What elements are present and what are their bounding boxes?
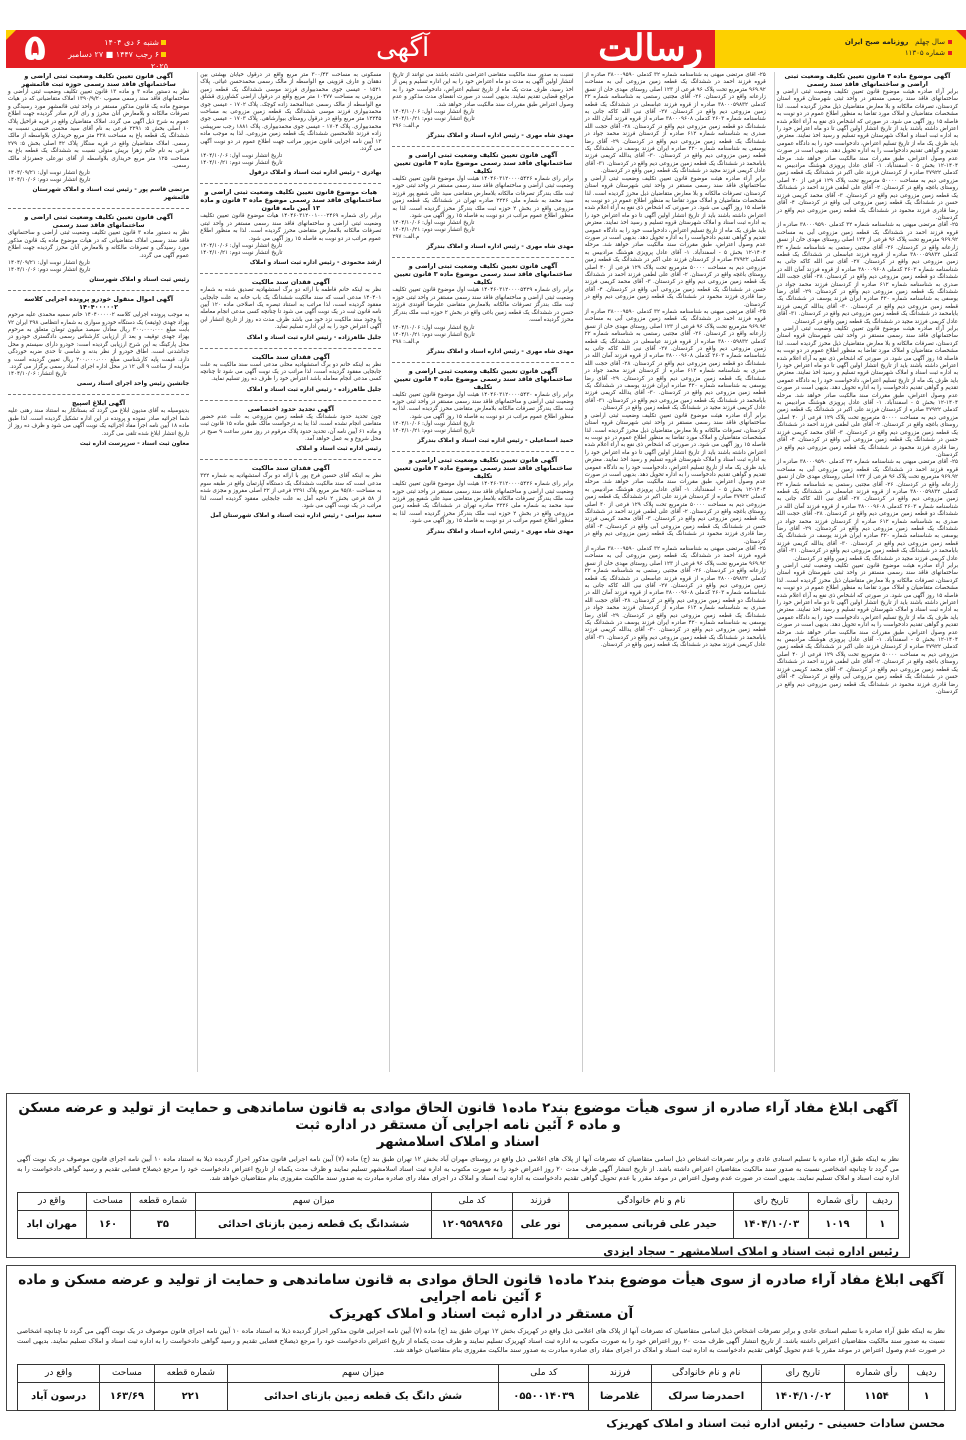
publish-date: تاریخ انتشار: ۱۴۰۴/۱۰/۰۶ (7, 371, 67, 378)
divider (200, 183, 381, 184)
cell-ruling-date: ۱۴۰۴/۱۰/۰۳ (734, 1210, 809, 1238)
divider (200, 459, 381, 460)
ad-heading: آگهی قانون تعیین تکلیف وضعیت ثبتی اراضی و ساختمانهای فاقد سند رسمی موضوع ماده ۳ قانون تعیین تکلیف (393, 151, 573, 176)
col-ruling-no: رأی شماره (845, 1364, 909, 1382)
ad-body-continued: ۲۵- آقای مرتضی میهنی به شناسنامه شماره ۳۲ کدملی ۳۸۰۰۰۹۵۹۰ صادره از قروه فرزند احمد در ششدانگ یک قطعه زمین مزروعی آبی به مساحت ۹۶۹.۹۲ مترمربع تحت پلاک ۹۶ فرعی از ۱۲۳ اصلی روستای مهدی خان از نسق زارعانه واقع در کردستان. ۲۶- آقای مجتبی رستمی به شناسنامه شماره ۲۲ کدملی ۳۸۰۰۰۵۹۸۳۲ صادره از قروه فرزند عباسعلی در ششدانگ یک قطعه زمین مزروعی دیم واقع در کردستان. ۲۷- آقای نبی الله کاکه جانی به شناسنامه شماره ۲۶۰۳ کدملی ۳۸۰۰۰۹۶۰۸ صادره از قروه فرزند آمان الله در ششدانگ دو قطعه زمین مزروعی دیم واقع در کردستان. ۲۸- آقای حجت الله صدری به شناسنامه شماره ۶۱۲ صادره از کردستان فرزند محمد جواد در ششدانگ یک قطعه زمین مزروعی دیم واقع در کردستان. ۲۹- آقای رضا یوسفی به شناسنامه شماره ۴۲۰ صادره ایران فرزند یوسف در ششدانگ یک قطعه زمین مزروعی دیم واقع در کردستان. ۳۰- آقای یدالله کریمی فرزند بابامحمد در ششدانگ یک قطعه زمین مزروعی دیم واقع در کردستان. ۳۱- آقای عادل کریمی فرزند مجید در ششدانگ یک قطعه زمین واقع در کردستان. (776, 459, 959, 562)
notice-title: آگهی ابلاغ مفاد آراء صادره از سوی هیأت موضوع بند۲ ماده۱ قانون الحاق موادی به قانون ساماندهی و حمایت از تولید و عرضه مسکن و ماده ۶ آئین نامه اجرایی آن مستقر در اداره ثبت (18, 1100, 898, 1133)
ad-heading: آگهی قانون تعیین تکلیف وضعیت ثبتی اراضی و ساختمانهای فاقد سند رسمی (24, 213, 173, 230)
ad-heading: آگهی قانون تعیین تکلیف وضعیت ثبتی اراضی و ساختمانهای فاقد سند رسمی موضوع ماده ۳ قانون تعیین تکلیف (393, 366, 573, 391)
col-ruling-date: تاریخ رای (761, 1364, 845, 1382)
column-5 (6, 72, 191, 1072)
ad-heading: آگهی قانون تعیین تکلیف وضعیت ثبتی اراضی و ساختمانهای فاقد سند رسمی موضوع ماده ۳ قانون تعیین تکلیف (393, 262, 573, 287)
publish-date-1: تاریخ انتشار نوبت اول: ۱۴۰۴/۰۹/۲۱ (7, 170, 90, 177)
table-row (18, 1210, 899, 1238)
publish-date-1: تاریخ انتشار نوبت اول: ۱۴۰۴/۱۰/۰۶ (392, 324, 475, 331)
divider (392, 257, 573, 258)
ad-signature: مرتضی قاسم پور - رئیس ثبت اسناد و املاک شهرستان قائمشهر (32, 187, 190, 202)
ad-body: نظر به دستور ماده ۳ و ماده ۱۳ قانون تعیین تکلیف وضعیت ثبتی اراضی و ساختمانهای فاقد سند رسمی مصوب ۱۳۹۰/۹/۲۰ املاک متقاضیانی که در هیات موضوع ماده یک قانون مذکور مستقر در واحد ثبتی قائمشهر مورد رسیدگی و تصرفات مالکانه و بلامعارض آنان محرز و رای لازم صادر گردیده جهت اطلاع عموم به شرح ذیل آگهی می گردد. املاک متقاضیان واقع در قریه قراخیل پلاک ۱۰ اصلی بخش ۵: ۲۲۹۱ فرعی به نام آقای سید محسن حسینی نسبت به ششدانگ یک قطعه باغ به مساحت ۲۲۸ متر مربع خریداری بلاواسطه از مالک رسمی. املاک متقاضیان واقع در قریه سنگار پلاک ۴۲ اصلی بخش ۵: ۲۷۹ فرعی به نام خانم زهرا بریش متولی نسبت به ششدانگ یک قطعه باغ به مساحت ۱۲۵ متر مربع خریداری بلاواسطه از آقای نورعلی جعفرنژاد مالک رسمی. (7, 89, 190, 170)
cell-father-name: نور علی (513, 1210, 569, 1238)
ad-signature: معاون ثبت اسناد - سرپرست اداره ثبت (79, 440, 190, 447)
ad-heading: هیات موضوع قانون تعیین تکلیف وضعیت ثبتی اراضی و ساختمانهای فاقد سند رسمی موضوع ماده ۳ قانون و ماده ۱۳ آیین نامه قانون (200, 188, 382, 213)
publication-info (845, 37, 952, 59)
notice-ad (8, 213, 189, 284)
publish-date-1: تاریخ انتشار نوبت اول: ۱۴۰۴/۱۰/۰۶ (200, 243, 283, 250)
ad-signature: سعید بیرامی - رئیس اداره ثبت اسناد و املاک شهرستان آمل (210, 513, 382, 520)
ad-heading: آگهی فقدان سند مالکیت (251, 464, 330, 473)
date-hijri-gregorian: ۶ رجب ۱۴۴۷ ■ ۲۷ دسامبر ۲۰۲۵ (68, 50, 168, 71)
notice-ad (200, 188, 381, 267)
column-4 (197, 72, 383, 1072)
cell-location: مهران اباد (18, 1210, 87, 1238)
notice-box-kahrizak (6, 1265, 956, 1430)
table-row (18, 1382, 945, 1410)
issue-label: شماره ۱۱۳۰۵ (904, 49, 945, 57)
masthead (6, 27, 966, 71)
cell-national-id: ۰۵۵۰۰۱۴۰۳۹ (499, 1382, 589, 1410)
table-header-row (18, 1192, 899, 1210)
ad-signature: جانشین رئیس واحد اجرای اسناد رسمی (76, 381, 190, 388)
bullet-icon (948, 40, 952, 44)
ad-body: برابر آراء صادره هیئت موضوع قانون تعیین تکلیف وضعیت ثبتی اراضی و ساختمانهای فاقد سند رسمی مستقر در واحد ثبتی شهرستان قروه استان کردستان، تصرفات مالکانه و بلا معارض متقاضیان ذیل محرز گردیده است. لذا مشخصات متقاضیان و املاک مورد تقاضا به منظور اطلاع عموم در دو نوبت به فاصله ۱۵ روز آگهی می شود. در صورتی که اشخاص ذی نفع به آراء اعلام شده اعتراض داشته باشند باید از تاریخ انتشار اولین آگهی تا دو ماه اعتراض خود را به اداره ثبت اسناد و املاک شهرستان قروه تسلیم و رسید اخذ نمایند. معترض باید ظرف یک ماه از تاریخ تسلیم اعتراض، دادخواست خود را به دادگاه عمومی تقدیم و گواهی تقدیم دادخواست را به اداره تحویل دهد. بدیهی است در صورت عدم وصول اعتراض، طبق مقررات سند مالکیت صادر خواهد شد. مرحله ۱۴۰۴-۱۲ بخش ۵ - اسفندآباد. ۱- آقای عادل پرویزی هوشنگ مرادبیس به کدملی ۳۷۹۲۲ صادره از کردستان فرزند علی اکبر در ششدانگ یک قطعه زمین مزروعی دیم به مساحت ۵۰۰۰۰ مترمربع تحت پلاک ۱۲۹ فرعی از ۴۰ اصلی روستای باغچه واقع در کردستان. ۲- آقای علی لطفی فرزند احمد در ششدانگ یک قطعه زمین مزروعی دیم واقع در کردستان. ۳- آقای محمد کریمی فرزند حسن در ششدانگ یک قطعه زمین مزروعی آبی واقع در کردستان. ۴- آقای رضا قادری فرزند محمود در ششدانگ یک قطعه زمین مزروعی دیم واقع در کردستان. (776, 89, 959, 221)
notice-ad (8, 295, 189, 388)
notice-title-line-2: اسناد و املاک اسلامشهر (376, 1134, 540, 1150)
ref-number: م.الف: ۲۹۷ (392, 234, 420, 241)
bullet-square-icon (161, 52, 166, 57)
divider (200, 273, 381, 274)
ad-signature: رئیس ثبت اسناد و املاک شهرستان (89, 277, 190, 284)
ad-body-continued: برابر آراء صادره هیئت موضوع قانون تعیین تکلیف وضعیت ثبتی اراضی و ساختمانهای فاقد سند رسمی مستقر در واحد ثبتی شهرستان قروه استان کردستان، تصرفات مالکانه و بلا معارض متقاضیان ذیل محرز گردیده است. لذا مشخصات متقاضیان و املاک مورد تقاضا به منظور اطلاع عموم در دو نوبت به فاصله ۱۵ روز آگهی می شود. در صورتی که اشخاص ذی نفع به آراء اعلام شده اعتراض داشته باشند باید از تاریخ انتشار اولین آگهی تا دو ماه اعتراض خود را به اداره ثبت اسناد و املاک شهرستان قروه تسلیم و رسید اخذ نمایند. معترض باید ظرف یک ماه از تاریخ تسلیم اعتراض، دادخواست خود را به دادگاه عمومی تقدیم و گواهی تقدیم دادخواست را به اداره تحویل دهد. بدیهی است در صورت عدم وصول اعتراض، طبق مقررات سند مالکیت صادر خواهد شد. مرحله ۱۴۰۴-۱۲ بخش ۵ - اسفندآباد. ۱- آقای عادل پرویزی هوشنگ مرادبیس به کدملی ۳۷۹۲۲ صادره از کردستان فرزند علی اکبر در ششدانگ یک قطعه زمین مزروعی دیم به مساحت ۵۰۰۰۰ مترمربع تحت پلاک ۱۲۹ فرعی از ۴۰ اصلی روستای باغچه واقع در کردستان. ۲- آقای علی لطفی فرزند احمد در ششدانگ یک قطعه زمین مزروعی دیم واقع در کردستان. ۳- آقای محمد کریمی فرزند حسن در ششدانگ یک قطعه زمین مزروعی آبی واقع در کردستان. ۴- آقای رضا قادری فرزند محمود در ششدانگ یک قطعه زمین مزروعی دیم واقع در کردستان. (584, 412, 766, 545)
cell-full-name: حیدر علی قربانی سمیرمی (569, 1210, 734, 1238)
ad-heading: آگهی فقدان سند مالکیت (251, 278, 330, 287)
ad-signature: مهدی شاه مهری - رئیس اداره اسناد و املاک بندرگز (426, 348, 574, 355)
cell-row-no: ۱ (866, 1210, 898, 1238)
notice-ad (777, 72, 958, 696)
ad-heading: آگهی قانون تعیین تکلیف وضعیت ثبتی اراضی و ساختمانهای فاقد سند رسمی موضوع ماده ۳ قانون تعیین تکلیف (393, 456, 573, 481)
ad-signature: جلیل طاهرزاده - رئیس اداره ثبت اسناد و املاک (246, 334, 382, 341)
date-persian: شنبه ۶ دی ۱۴۰۴ (104, 38, 159, 47)
publish-date-1: تاریخ انتشار نوبت اول: ۱۴۰۴/۱۰/۰۶ (392, 421, 475, 428)
notice-ad (392, 456, 573, 535)
bullet-icon (948, 51, 952, 55)
notice-body: نظر به اینکه طبق آراء صادره با تسلیم اسنادی عادی و برابر تصرفات اشخاص ذیل اسامی متقاضیان که تصرفات آنها از پلاک های اعلامی ذیل واقع در کهریزک بخش ۱۲ تهران طبق بند (ج) ماده (۷) آیین نامه اجرایی قانون مذکور احراز گردیده ذیلا به استناد ماده ۱۰ آیین نامه اجرای قانون موصوف در یک نوبت آگهی می گردد تا چنانچه اشخاصی نسبت به صدور سند مالکیت متقاضیان اعتراض داشته باشد. از تاریخ انتشار آگهی ظرف مدت ۲۰ روز اعتراض خود را به صورت مکتوب به اداره ثبت اسناد کهریزک تسلیم نمایند و ظرف مدت یکماه از تاریخ اعتراض دادخواست خود را مرجع ذیصلاح قضایی تقدیم و رسید گواهی دادخواست را به اداره ثبت اسناد و املاک تسلیم نمایند. بدیهی است در صورت عدم وصول اعتراض در موعد مقرر یا عدم تحویل گواهی تقدیم دادخواست به اداره ثبت اسناد و املاک در اجرای مفاد رای صادره مبادرت به صدور سند مالکیت مفروزی بنام متقاضیان خواهد شد. (17, 1327, 945, 1354)
publish-date-2: تاریخ انتشار نوبت دوم: ۱۴۰۴/۱۰/۰۶ (7, 177, 91, 184)
cell-plot-no: ۲۲۱ (154, 1382, 227, 1410)
col-share: میزان سهم (227, 1364, 498, 1382)
ad-body-continued: ۲۵- آقای مرتضی میهنی به شناسنامه شماره ۳۲ کدملی ۳۸۰۰۰۹۵۹۰ صادره از قروه فرزند احمد در ششدانگ یک قطعه زمین مزروعی آبی به مساحت ۹۶۹.۹۲ مترمربع تحت پلاک ۹۶ فرعی از ۱۲۳ اصلی روستای مهدی خان از نسق زارعانه واقع در کردستان. ۲۶- آقای مجتبی رستمی به شناسنامه شماره ۲۲ کدملی ۳۸۰۰۰۵۹۸۳۲ صادره از قروه فرزند عباسعلی در ششدانگ یک قطعه زمین مزروعی دیم واقع در کردستان. ۲۷- آقای نبی الله کاکه جانی به شناسنامه شماره ۲۶۰۳ کدملی ۳۸۰۰۰۹۶۰۸ صادره از قروه فرزند آمان الله در ششدانگ دو قطعه زمین مزروعی دیم واقع در کردستان. ۲۸- آقای حجت الله صدری به شناسنامه شماره ۶۱۲ صادره از کردستان فرزند محمد جواد در ششدانگ یک قطعه زمین مزروعی دیم واقع در کردستان. ۲۹- آقای رضا یوسفی به شناسنامه شماره ۴۲۰ صادره ایران فرزند یوسف در ششدانگ یک قطعه زمین مزروعی دیم واقع در کردستان. ۳۰- آقای یدالله کریمی فرزند بابامحمد در ششدانگ یک قطعه زمین مزروعی دیم واقع در کردستان. ۳۱- آقای عادل کریمی فرزند مجید در ششدانگ یک قطعه زمین واقع در کردستان. (776, 222, 959, 325)
publish-date-2: تاریخ انتشار نوبت دوم: ۱۴۰۴/۱۰/۰۶ (7, 267, 91, 274)
notice-ad (392, 72, 573, 140)
col-plot-no: شماره قطعه (130, 1192, 196, 1210)
date-block (58, 37, 168, 73)
col-father-name: فرزند (513, 1192, 569, 1210)
col-area: مساحت (100, 1364, 154, 1382)
year-label: سال چهلم (915, 38, 945, 46)
bullet-square-icon (161, 40, 166, 45)
ad-signature: بهادری - رئیس اداره ثبت اسناد و املاک درقول (249, 170, 382, 177)
rulings-table (17, 1192, 899, 1239)
ad-heading: آگهی قانون تعیین تکلیف وضعیت ثبتی اراضی و ساختمانهای فاقد سند رسمی حوزه ثبت قائمشهر (21, 72, 176, 88)
ref-number: م.الف: ۲۹۸ (392, 338, 420, 345)
ad-body: نظر به اینکه خانم فاطمه با ارائه دو برگ استشهادیه تصدیق شده به شماره ۱۴۰۴۰۱ مدعی است که سند مالکیت ششدانگ یک باب خانه به علت جابجایی مفقود گردیده است، لذا مراتب به استناد تبصره یک اصلاحی ماده ۱۲۰ آیین نامه قانون ثبت در یک نوبت آگهی می شود تا چنانچه کسی مدعی انجام معامله یا وجود سند مالکیت نزد خود می باشد ظرف مدت ده روز از تاریخ انتشار این آگهی اعتراض خود را به این اداره تسلیم نماید. (200, 287, 382, 331)
cell-plot-no: ۳۵ (130, 1210, 196, 1238)
col-national-id: کد ملی (499, 1364, 589, 1382)
ad-body-continued: برابر آراء صادره هیئت موضوع قانون تعیین تکلیف وضعیت ثبتی اراضی و ساختمانهای فاقد سند رسمی مستقر در واحد ثبتی شهرستان قروه استان کردستان، تصرفات مالکانه و بلا معارض متقاضیان ذیل محرز گردیده است. لذا مشخصات متقاضیان و املاک مورد تقاضا به منظور اطلاع عموم در دو نوبت به فاصله ۱۵ روز آگهی می شود. در صورتی که اشخاص ذی نفع به آراء اعلام شده اعتراض داشته باشند باید از تاریخ انتشار اولین آگهی تا دو ماه اعتراض خود را به اداره ثبت اسناد و املاک شهرستان قروه تسلیم و رسید اخذ نمایند. معترض باید ظرف یک ماه از تاریخ تسلیم اعتراض، دادخواست خود را به دادگاه عمومی تقدیم و گواهی تقدیم دادخواست را به اداره تحویل دهد. بدیهی است در صورت عدم وصول اعتراض، طبق مقررات سند مالکیت صادر خواهد شد. مرحله ۱۴۰۴-۱۲ بخش ۵ - اسفندآباد. ۱- آقای عادل پرویزی هوشنگ مرادبیس به کدملی ۳۷۹۲۲ صادره از کردستان فرزند علی اکبر در ششدانگ یک قطعه زمین مزروعی دیم به مساحت ۵۰۰۰۰ مترمربع تحت پلاک ۱۲۹ فرعی از ۴۰ اصلی روستای باغچه واقع در کردستان. ۲- آقای علی لطفی فرزند احمد در ششدانگ یک قطعه زمین مزروعی دیم واقع در کردستان. ۳- آقای محمد کریمی فرزند حسن در ششدانگ یک قطعه زمین مزروعی آبی واقع در کردستان. ۴- آقای رضا قادری فرزند محمود در ششدانگ یک قطعه زمین مزروعی دیم واقع در کردستان. (776, 326, 959, 458)
notice-ad (392, 262, 573, 355)
publish-date-2: تاریخ انتشار نوبت دوم: ۱۴۰۴/۱۰/۲۱ (392, 331, 475, 338)
divider (200, 400, 381, 401)
col-location: واقع در (18, 1364, 100, 1382)
col-area: مساحت (86, 1192, 130, 1210)
ad-heading: آگهی اموال منقول خودرو پرونده اجرایی کلاسه ۱۴۰۴۰۰۰۰۰۲ (24, 295, 174, 312)
ad-body-continued: برابر آراء صادره هیئت موضوع قانون تعیین تکلیف وضعیت ثبتی اراضی و ساختمانهای فاقد سند رسمی مستقر در واحد ثبتی شهرستان قروه استان کردستان، تصرفات مالکانه و بلا معارض متقاضیان ذیل محرز گردیده است. لذا مشخصات متقاضیان و املاک مورد تقاضا به منظور اطلاع عموم در دو نوبت به فاصله ۱۵ روز آگهی می شود. در صورتی که اشخاص ذی نفع به آراء اعلام شده اعتراض داشته باشند باید از تاریخ انتشار اولین آگهی تا دو ماه اعتراض خود را به اداره ثبت اسناد و املاک شهرستان قروه تسلیم و رسید اخذ نمایند. معترض باید ظرف یک ماه از تاریخ تسلیم اعتراض، دادخواست خود را به دادگاه عمومی تقدیم و گواهی تقدیم دادخواست را به اداره تحویل دهد. بدیهی است در صورت عدم وصول اعتراض، طبق مقررات سند مالکیت صادر خواهد شد. مرحله ۱۴۰۴-۱۲ بخش ۵ - اسفندآباد. ۱- آقای عادل پرویزی هوشنگ مرادبیس به کدملی ۳۷۹۲۲ صادره از کردستان فرزند علی اکبر در ششدانگ یک قطعه زمین مزروعی دیم به مساحت ۵۰۰۰۰ مترمربع تحت پلاک ۱۲۹ فرعی از ۴۰ اصلی روستای باغچه واقع در کردستان. ۲- آقای علی لطفی فرزند احمد در ششدانگ یک قطعه زمین مزروعی دیم واقع در کردستان. ۳- آقای محمد کریمی فرزند حسن در ششدانگ یک قطعه زمین مزروعی آبی واقع در کردستان. ۴- آقای رضا قادری فرزند محمود در ششدانگ یک قطعه زمین مزروعی دیم واقع در کردستان. (584, 175, 766, 308)
col-row-no: ردیف (909, 1364, 945, 1382)
ad-body: مسکونی به مساحت ۳۰۰/۴۳ متر مربع واقع در درقول خیابان بهشتی بین دهقان و عارف قزوینی مع الواسطه از مالک رسمی محمدحسن غیاثی. پلاک ۱۵۲۱ - عیسی جوی محمدبیواری فرزند موسی ششدانگ یک قطعه زمین مزروعی به مساحت ۱۰۴۷۷ متر مربع واقع در درقول اراضی کشاورزی قشلق مع الواسطه از مالک رسمی عبدالمحمد زاده کوچک. پلاک ۱۷۰۲ - عیسی جوی محمدبیواری فرزند موسی ششدانگ یک قطعه زمین مزروعی به مساحت ۱۲۲۴۵ متر مربع واقع در درقول روستای بیوارشاهی. پلاک ۱۷۰۳ - عیسی جوی محمدبیواری. پلاک ۱۷۰۴ - عیسی جوی محمدبیواری. پلاک ۱۸۸۱ رجب سرپیشی زاده فرزند غلامحسین ششدانگ یک قطعه زمین مزروعی. لذا به موجب ماده ۱۳ آیین نامه اجرایی قانون مزبور مراتب جهت اطلاع عموم در دو نوبت آگهی می گردد. (200, 72, 382, 153)
ad-body: نسبت به صدور سند مالکیت متقاضی اعتراضی داشته باشند می توانند از تاریخ انتشار اولین آگهی به مدت دو ماه اعتراض خود را به این اداره تسلیم و پس از اخذ رسید، ظرف مدت یک ماه از تاریخ تسلیم اعتراض، دادخواست خود را به مراجع قضایی تقدیم نمایند. بدیهی است در صورت انقضای مدت مذکور و عدم وصول اعتراض طبق مقررات سند مالکیت صادر خواهد شد. (392, 72, 574, 108)
notice-ad (200, 72, 381, 177)
ad-signature: مهدی شاه مهری - رئیس اداره اسناد و املاک بندرگز (426, 244, 574, 251)
cell-ruling-no: ۱۰۱۹ (809, 1210, 866, 1238)
cell-location: درسون آباد (18, 1382, 100, 1410)
ad-body: برابر رای شماره ۱۴۰۴۶۰۳۱۲۰۰۰۰۵۴۳۰ هیئت اول موضوع قانون تعیین تکلیف وضعیت ثبتی اراضی و ساختمانهای فاقد سند رسمی مستقر در واحد ثبتی حوزه ثبت ملک بندرگز تصرفات مالکانه بلامعارض متقاضی محرز گردیده است. لذا به منظور اطلاع عموم مراتب در دو نوبت به فاصله ۱۵ روز آگهی می شود. (392, 391, 574, 420)
ad-heading: آگهی موضوع ماده ۳ قانون تعیین تکلیف وضعیت ثبتی اراضی و ساختمانهای فاقد سند رسمی (784, 72, 951, 88)
ad-signature: جلیل طاهرزاده - رئیس اداره ثبت اسناد و املاک (246, 386, 382, 393)
publish-date-2: تاریخ انتشار نوبت دوم: ۱۴۰۴/۱۰/۲۱ (392, 428, 475, 435)
ad-body: نظر به اینکه آقای حسین فرج پور با ارائه دو برگ استشهادیه به شماره ۳۲۲ مدعی است که سند مالکیت ششدانگ یک دستگاه آپارتمان واقع در طبقه سوم به مساحت ۹۵/۸۰ متر مربع پلاک ۲۳۹۱ فرعی از ۲۲ اصلی مفروز و مجزی شده از ۵۸ فرعی بخش ۲ ناحیه آمل به علت جابجایی مفقود گردیده است، لذا مراتب در یک نوبت آگهی می شود. (200, 473, 382, 509)
ad-body: برابر رای شماره ۱۴۰۴۶۰۳۱۲۰۰۰۰۵۴۲۶ هیئت اول موضوع قانون تعیین تکلیف وضعیت ثبتی اراضی و ساختمانهای فاقد سند رسمی مستقر در واحد ثبتی حوزه ثبت ملک بندرگز تصرفات مالکانه بلامعارض متقاضی سید علی شفیع پور فرزند سید محمد به شماره ملی ۲۲۲۶ صادره تهران در ششدانگ یک قطعه زمین مزروعی واقع در بخش ۲ حوزه ثبت ملک بندرگز محرز گردیده است. لذا به منظور اطلاع عموم مراتب در دو نوبت به فاصله ۱۵ روز آگهی می شود. (392, 176, 574, 220)
publish-date-2: تاریخ انتشار نوبت دوم: ۱۴۰۴/۱۰/۲۱ (200, 160, 283, 167)
notice-title: آگهی ابلاغ مفاد آراء صادره از سوی هیأت موضوع بند۲ ماده۱ قانون الحاق موادی به قانون ساماندهی و حمایت از تولید و عرضه مسکن و ماده ۶ آئین نامه اجرایی (18, 1272, 944, 1305)
col-ruling-no: رأی شماره (809, 1192, 866, 1210)
ad-body: برابر رای شماره ۱۴۰۴۶۰۳۱۲۰۰۰۰۵۴۲۶ هیئت اول موضوع قانون تعیین تکلیف وضعیت ثبتی اراضی و ساختمانهای فاقد سند رسمی مستقر در واحد ثبتی حوزه ثبت ملک بندرگز تصرفات مالکانه بلامعارض متقاضی سید علی شفیع پور فرزند سید محمد به شماره ملی ۲۲۲۶ صادره تهران در ششدانگ یک قطعه زمین مزروعی واقع در بخش ۲ حوزه ثبت ملک بندرگز محرز گردیده است. لذا به منظور اطلاع عموم مراتب در دو نوبت به فاصله ۱۵ روز آگهی می شود. (392, 481, 574, 525)
ad-body-continued: ۲۵- آقای مرتضی میهنی به شناسنامه شماره ۳۲ کدملی ۳۸۰۰۰۹۵۹۰ صادره از قروه فرزند احمد در ششدانگ یک قطعه زمین مزروعی آبی به مساحت ۹۶۹.۹۲ مترمربع تحت پلاک ۹۶ فرعی از ۱۲۳ اصلی روستای مهدی خان از نسق زارعانه واقع در کردستان. ۲۶- آقای مجتبی رستمی به شناسنامه شماره ۲۲ کدملی ۳۸۰۰۰۵۹۸۳۲ صادره از قروه فرزند عباسعلی در ششدانگ یک قطعه زمین مزروعی دیم واقع در کردستان. ۲۷- آقای نبی الله کاکه جانی به شناسنامه شماره ۲۶۰۳ کدملی ۳۸۰۰۰۹۶۰۸ صادره از قروه فرزند آمان الله در ششدانگ دو قطعه زمین مزروعی دیم واقع در کردستان. ۲۸- آقای حجت الله صدری به شناسنامه شماره ۶۱۲ صادره از کردستان فرزند محمد جواد در ششدانگ یک قطعه زمین مزروعی دیم واقع در کردستان. ۲۹- آقای رضا یوسفی به شناسنامه شماره ۴۲۰ صادره ایران فرزند یوسف در ششدانگ یک قطعه زمین مزروعی دیم واقع در کردستان. ۳۰- آقای یدالله کریمی فرزند بابامحمد در ششدانگ یک قطعه زمین مزروعی دیم واقع در کردستان. ۳۱- آقای عادل کریمی فرزند مجید در ششدانگ یک قطعه زمین واقع در کردستان. (584, 309, 766, 412)
ad-body: چون تحدید حدود ششدانگ یک قطعه زمین مزروعی به علت عدم حضور متقاضی انجام نشده است، لذا بنا به درخواست مالک طبق ماده ۱۵ قانون ثبت و ماده ۶۱ آیین نامه آن، تحدید حدود پلاک مرقوم در روز مقرر ساعت ۹ صبح در محل شروع و به عمل خواهد آمد. (200, 413, 382, 442)
publish-date-2: تاریخ انتشار نوبت دوم: ۱۴۰۴/۱۰/۲۱ (200, 250, 283, 257)
publish-date-1: تاریخ انتشار نوبت اول: ۱۴۰۴/۱۰/۰۶ (392, 109, 475, 116)
notice-ad (200, 405, 381, 454)
ad-body: برابر رای شماره ۱۴۰۴۶۰۳۱۲۰۰۰۰۵۴۲۹ هیئت اول موضوع قانون تعیین تکلیف وضعیت ثبتی اراضی و ساختمانهای فاقد سند رسمی مستقر در واحد ثبتی حوزه ثبت ملک بندرگز تصرفات مالکانه بلامعارض متقاضی علیرضا آقوندی فرزند حسن در ششدانگ یک قطعه زمین باغی واقع در بخش ۲ حوزه ثبت ملک بندرگز محرز گردیده است. (392, 287, 574, 324)
divider (8, 208, 189, 209)
notice-ad (200, 278, 381, 341)
notice-ad (200, 464, 381, 520)
notice-ad (200, 353, 381, 394)
column-1 (774, 72, 960, 1072)
ad-signature: رئیس اداره ثبت اسناد و املاک (296, 446, 382, 453)
publication-label: روزنامه صبح ایران (844, 38, 909, 46)
col-ruling-date: تاریخ رای (734, 1192, 809, 1210)
table-header-row (18, 1364, 945, 1382)
publish-date-2: تاریخ انتشار نوبت دوم: ۱۴۰۴/۱۰/۲۱ (392, 116, 475, 123)
ad-body: برابر رای شماره ۱۴۰۴۶۰۳۱۲۰۰۱۰۰۰۲۴۶۹ هیات موضوع قانون تعیین تکلیف وضعیت ثبتی اراضی و ساختمانهای فاقد سند رسمی مستقر در واحد ثبتی تصرفات مالکانه بلامعارض متقاضی محرز گردیده است. لذا به منظور اطلاع عموم مراتب در دو نوبت به فاصله ۱۵ روز آگهی می شود. (200, 213, 382, 242)
ad-heading: آگهی تجدید حدود اختصاصی (247, 404, 334, 413)
ad-signature: مهدی شاه مهری - رئیس اداره اسناد و املاک بندرگز (426, 133, 574, 140)
ad-heading: آگهی ابلاغ اسپیچ (72, 399, 126, 408)
ad-signature: ارشد محمودی - رئیس اداره ثبت اسناد و املاک (249, 260, 382, 267)
divider (8, 394, 189, 395)
page-number: ۵ (24, 28, 46, 69)
col-share: میزان سهم (196, 1192, 432, 1210)
notice-signature: محسن سادات حسینی - رئیس اداره ثبت اسناد و املاک کهریزک (606, 1416, 945, 1430)
rulings-table (17, 1364, 945, 1411)
ad-body: نظر به اینکه خانم دو برگ استشهادیه محلی مدعی است سند مالکیت به علت جابجایی مفقود گردیده است، لذا مراتب در یک نوبت آگهی می شود تا چنانچه کسی مدعی انجام معامله باشد اعتراض خود را ظرف ده روز تسلیم نماید. (200, 361, 382, 383)
publish-date-2: تاریخ انتشار نوبت دوم: ۱۴۰۴/۱۰/۲۱ (392, 227, 475, 234)
notice-ad (8, 72, 189, 202)
cell-full-name: احمدرضا سرلک (651, 1382, 761, 1410)
cell-area: ۱۶۳/۶۹ (100, 1382, 154, 1410)
ad-body: ۲۵- آقای مرتضی میهنی به شناسنامه شماره ۳۲ کدملی ۳۸۰۰۰۹۵۹۰ صادره از قروه فرزند احمد در ششدانگ یک قطعه زمین مزروعی آبی به مساحت ۹۶۹.۹۲ مترمربع تحت پلاک ۹۶ فرعی از ۱۲۳ اصلی روستای مهدی خان از نسق زارعانه واقع در کردستان. ۲۶- آقای مجتبی رستمی به شناسنامه شماره ۲۲ کدملی ۳۸۰۰۰۵۹۸۳۲ صادره از قروه فرزند عباسعلی در ششدانگ یک قطعه زمین مزروعی دیم واقع در کردستان. ۲۷- آقای نبی الله کاکه جانی به شناسنامه شماره ۲۶۰۳ کدملی ۳۸۰۰۰۹۶۰۸ صادره از قروه فرزند آمان الله در ششدانگ دو قطعه زمین مزروعی دیم واقع در کردستان. ۲۸- آقای حجت الله صدری به شناسنامه شماره ۶۱۲ صادره از کردستان فرزند محمد جواد در ششدانگ یک قطعه زمین مزروعی دیم واقع در کردستان. ۲۹- آقای رضا یوسفی به شناسنامه شماره ۴۲۰ صادره ایران فرزند یوسف در ششدانگ یک قطعه زمین مزروعی دیم واقع در کردستان. ۳۰- آقای یدالله کریمی فرزند بابامحمد در ششدانگ یک قطعه زمین مزروعی دیم واقع در کردستان. ۳۱- آقای عادل کریمی فرزند مجید در ششدانگ یک قطعه زمین واقع در کردستان. (584, 72, 766, 175)
ad-body-continued: ۲۵- آقای مرتضی میهنی به شناسنامه شماره ۳۲ کدملی ۳۸۰۰۰۹۵۹۰ صادره از قروه فرزند احمد در ششدانگ یک قطعه زمین مزروعی آبی به مساحت ۹۶۹.۹۲ مترمربع تحت پلاک ۹۶ فرعی از ۱۲۳ اصلی روستای مهدی خان از نسق زارعانه واقع در کردستان. ۲۶- آقای مجتبی رستمی به شناسنامه شماره ۲۲ کدملی ۳۸۰۰۰۵۹۸۳۲ صادره از قروه فرزند عباسعلی در ششدانگ یک قطعه زمین مزروعی دیم واقع در کردستان. ۲۷- آقای نبی الله کاکه جانی به شناسنامه شماره ۲۶۰۳ کدملی ۳۸۰۰۰۹۶۰۸ صادره از قروه فرزند آمان الله در ششدانگ دو قطعه زمین مزروعی دیم واقع در کردستان. ۲۸- آقای حجت الله صدری به شناسنامه شماره ۶۱۲ صادره از کردستان فرزند محمد جواد در ششدانگ یک قطعه زمین مزروعی دیم واقع در کردستان. ۲۹- آقای رضا یوسفی به شناسنامه شماره ۴۲۰ صادره ایران فرزند یوسف در ششدانگ یک قطعه زمین مزروعی دیم واقع در کردستان. ۳۰- آقای یدالله کریمی فرزند بابامحمد در ششدانگ یک قطعه زمین مزروعی دیم واقع در کردستان. ۳۱- آقای عادل کریمی فرزند مجید در ششدانگ یک قطعه زمین واقع در کردستان. (584, 546, 766, 649)
cell-national-id: ۱۲۰۹۵۹۸۹۶۵ (432, 1210, 513, 1238)
col-plot-no: شماره قطعه (154, 1364, 227, 1382)
ad-body: نظر به دستور ماده ۳ قانون تعیین تکلیف وضعیت ثبتی اراضی و ساختمانهای فاقد سند رسمی املاک متقاضیانی که در هیات موضوع ماده یک قانون مذکور مورد رسیدگی و تصرفات مالکانه و بلامعارض آنان محرز گردیده جهت اطلاع عموم آگهی می گردد. (7, 230, 190, 259)
notice-columns (6, 72, 960, 1072)
ad-body: بدینوسیله به آقای مدیون ابلاغ می گردد که بستانکار به استناد سند رهنی علیه شما اجرائیه صادر نموده و پرونده در این اداره تشکیل گردیده است. لذا طبق ماده ۱۸ آیین نامه اجرا مفاد اجرائیه یک نوبت آگهی می شود و ظرف ده روز از تاریخ انتشار ابلاغ شده تلقی می گردد. (7, 408, 190, 437)
divider (392, 362, 573, 363)
ref-number: م.الف: ۲۹۶ (392, 123, 420, 130)
cell-share: شش دانگ یک قطعه زمین بازنای احدائی (227, 1382, 498, 1410)
cell-row-no: ۱ (909, 1382, 945, 1410)
masthead-red-band (6, 27, 715, 71)
col-national-id: کد ملی (432, 1192, 513, 1210)
newspaper-logo: رسالت (598, 27, 703, 69)
col-full-name: نام و نام خانوادگی (569, 1192, 734, 1210)
ad-heading: آگهی فقدان سند مالکیت (251, 352, 330, 361)
ad-body-continued: برابر آراء صادره هیئت موضوع قانون تعیین تکلیف وضعیت ثبتی اراضی و ساختمانهای فاقد سند رسمی مستقر در واحد ثبتی شهرستان قروه استان کردستان، تصرفات مالکانه و بلا معارض متقاضیان ذیل محرز گردیده است. لذا مشخصات متقاضیان و املاک مورد تقاضا به منظور اطلاع عموم در دو نوبت به فاصله ۱۵ روز آگهی می شود. در صورتی که اشخاص ذی نفع به آراء اعلام شده اعتراض داشته باشند باید از تاریخ انتشار اولین آگهی تا دو ماه اعتراض خود را به اداره ثبت اسناد و املاک شهرستان قروه تسلیم و رسید اخذ نمایند. معترض باید ظرف یک ماه از تاریخ تسلیم اعتراض، دادخواست خود را به دادگاه عمومی تقدیم و گواهی تقدیم دادخواست را به اداره تحویل دهد. بدیهی است در صورت عدم وصول اعتراض، طبق مقررات سند مالکیت صادر خواهد شد. مرحله ۱۴۰۴-۱۲ بخش ۵ - اسفندآباد. ۱- آقای عادل پرویزی هوشنگ مرادبیس به کدملی ۳۷۹۲۲ صادره از کردستان فرزند علی اکبر در ششدانگ یک قطعه زمین مزروعی دیم به مساحت ۵۰۰۰۰ مترمربع تحت پلاک ۱۲۹ فرعی از ۴۰ اصلی روستای باغچه واقع در کردستان. ۲- آقای علی لطفی فرزند احمد در ششدانگ یک قطعه زمین مزروعی دیم واقع در کردستان. ۳- آقای محمد کریمی فرزند حسن در ششدانگ یک قطعه زمین مزروعی آبی واقع در کردستان. ۴- آقای رضا قادری فرزند محمود در ششدانگ یک قطعه زمین مزروعی دیم واقع در کردستان. (776, 563, 959, 695)
publish-date-1: تاریخ انتشار نوبت اول: ۱۴۰۴/۱۰/۰۶ (200, 153, 283, 160)
column-2 (582, 72, 768, 1072)
publish-date-1: تاریخ انتشار نوبت اول: ۱۴۰۴/۱۰/۰۶ (392, 220, 475, 227)
ad-body: به موجب پرونده اجرایی کلاسه ۱۴۰۴۰۰۰۰۰۲ خانم سمیه محمدی علیه مرحوم بهزاد جهدی (وثیقه) یک دستگاه خودرو سواری به شماره انتظامی ۳۹۸ ایران ۷۲ بابت مبلغ ۳۰۰،۰۰۰،۰۰۰ ریال معادل سیصد میلیون تومان متعلق به مرحوم بهزاد جهدی توقیف و بعد از ارزیابی کارشناس رسمی دادگستری خودرو در محل پارکینگ به این شرح ارزیابی گردیده است: خودرو دارای سیستم و محل جداشدنی است. اطاق خودرو از نظر بدنه و شاسی تا حدی ضربه خوردگی دارد. قیمت پایه کارشناسی مبلغ ۲۰۰،۰۰۰،۰۰۰ ریال تعیین گردیده است و مزایده از ساعت ۹ الی ۱۲ در محل اداره اجرای اسناد رسمی برگزار می گردد. (7, 312, 190, 370)
notice-ad (585, 72, 766, 650)
col-full-name: نام و نام خانوادگی (651, 1364, 761, 1382)
column-3 (389, 72, 575, 1072)
divider (392, 146, 573, 147)
notice-signature: رئیس اداره ثبت اسناد و املاک اسلامشهر - سجاد ایزدی (603, 1244, 899, 1258)
notice-title-line-2: آن مستقر در اداره ثبت اسناد و املاک کهریزک (328, 1306, 634, 1322)
cell-area: ۱۶۰ (86, 1210, 130, 1238)
cell-father-name: غلامرضا (589, 1382, 652, 1410)
col-location: واقع در (18, 1192, 87, 1210)
cell-share: ششدانگ یک قطعه زمین بازنای احدائی (196, 1210, 432, 1238)
section-title: آگهی (376, 33, 430, 63)
divider (8, 290, 189, 291)
cell-ruling-no: ۱۱۵۴ (845, 1382, 909, 1410)
ad-signature: مهدی شاه مهری - رئیس اداره اسناد و املاک بندرگز (426, 528, 574, 535)
cell-ruling-date: ۱۴۰۴/۱۰/۰۲ (761, 1382, 845, 1410)
notice-ad (392, 367, 573, 446)
divider (392, 451, 573, 452)
notice-body: نظر به اینکه طبق آراء صادره با تسلیم اسنادی عادی و برابر تصرفات اشخاص ذیل اسامی متقاضیان که تصرفات آنها از پلاک های اعلامی ذیل واقع در روستای مهران آباد بخش ۱۲ تهران طبق بند (ج) ماده (۷) آیین نامه اجرایی قانون مذکور احراز گردیده ذیلا به استناد ماده ۱۰ آیین نامه اجرای قانون موصوف در یک نوبت آگهی می گردد تا چنانچه اشخاصی نسبت به صدور سند مالکیت متقاضیان اعتراض داشته باشد. از تاریخ انتشار آگهی ظرف مدت ۲۰ روز اعتراض خود را به صورت مکتوب به اداره ثبت اسناد اسلامشهر تسلیم نمایند و ظرف مدت یکماه از تاریخ اعتراض دادخواست خود را مرجع ذیصلاح قضایی تقدیم و رسید گواهی دادخواست را به اداره ثبت اسناد و املاک تسلیم نمایند. بدیهی است در صورت عدم وصول اعتراض در موعد مقرر یا عدم تحویل گواهی تقدیم دادخواست به اداره ثبت اسناد و املاک در اجرای مفاد رای صادره مبادرت به صدور سند مالکیت مفروزی بنام متقاضیان خواهد شد. (17, 1155, 900, 1182)
publish-date-1: تاریخ انتشار نوبت اول: ۱۴۰۴/۰۹/۲۱ (7, 260, 90, 267)
divider (200, 348, 381, 349)
notice-ad (8, 399, 189, 448)
col-row-no: ردیف (866, 1192, 898, 1210)
col-father-name: فرزند (589, 1364, 652, 1382)
ad-signature: حمید اسماعیلی - رئیس اداره ثبت اسناد و املاک بندرگز (417, 438, 574, 445)
masthead-yellow-band (715, 30, 966, 68)
notice-box-islamshahr (6, 1093, 910, 1258)
notice-ad (392, 151, 573, 251)
